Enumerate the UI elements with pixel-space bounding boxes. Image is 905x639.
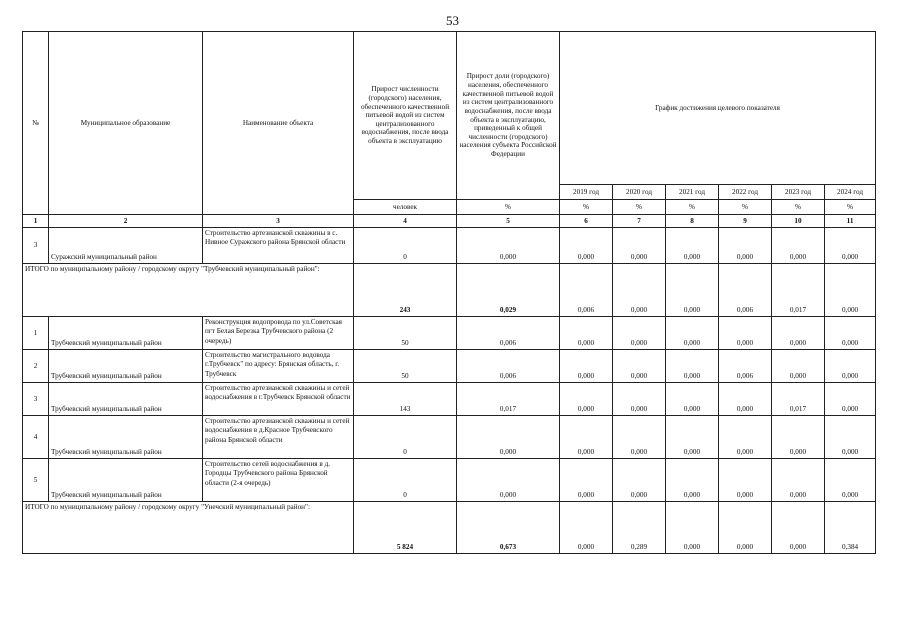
year-value: 0,000 — [613, 264, 666, 317]
column-number: 6 — [560, 215, 613, 228]
year-value: 0,000 — [825, 317, 876, 350]
year-value: 0,006 — [719, 264, 772, 317]
row-number: 4 — [23, 416, 49, 459]
object-name: Строительство артезианской скважины и сетей водоснабжения в г.Трубчевск Брянской области — [203, 383, 354, 416]
object-name: Строительство артезианской скважины в с. Нивное Суражского района Брянской области — [203, 228, 354, 264]
row-number: 3 — [23, 383, 49, 416]
year-value: 0,000 — [719, 317, 772, 350]
header-no: № — [23, 32, 49, 215]
row-number: 1 — [23, 317, 49, 350]
year-value: 0,000 — [560, 502, 613, 554]
municipality-name: Трубчевский муниципальный район — [49, 459, 203, 502]
year-value: 0,000 — [666, 502, 719, 554]
share-value: 0,000 — [457, 459, 560, 502]
municipality-name: Суражский муниципальный район — [49, 228, 203, 264]
column-number: 4 — [354, 215, 457, 228]
municipality-name: Трубчевский муниципальный район — [49, 383, 203, 416]
year-value: 0,000 — [825, 383, 876, 416]
people-count: 50 — [354, 350, 457, 383]
table-row — [23, 228, 876, 264]
unit-percent: % — [666, 200, 719, 215]
column-number: 5 — [457, 215, 560, 228]
header-row — [23, 32, 876, 185]
object-name: Реконструкция водопровода по ул.Советская пгт Белая Березка Трубчевского района (2 очередь) — [203, 317, 354, 350]
year-value: 0,000 — [772, 350, 825, 383]
year-value: 0,000 — [719, 416, 772, 459]
column-number: 1 — [23, 215, 49, 228]
row-number: 2 — [23, 350, 49, 383]
year-value: 0,000 — [666, 264, 719, 317]
year-value: 0,000 — [666, 459, 719, 502]
unit-percent: % — [719, 200, 772, 215]
row-number: 3 — [23, 228, 49, 264]
unit-percent: % — [613, 200, 666, 215]
year-value: 0,006 — [560, 264, 613, 317]
people-count: 0 — [354, 228, 457, 264]
year-value: 0,000 — [613, 350, 666, 383]
year-value: 0,000 — [772, 502, 825, 554]
year-value: 0,000 — [666, 228, 719, 264]
year-value: 0,000 — [560, 350, 613, 383]
table-row — [23, 317, 876, 350]
municipality-name: Трубчевский муниципальный район — [49, 416, 203, 459]
header-year: 2019 год — [560, 185, 613, 200]
year-value: 0,000 — [666, 350, 719, 383]
people-count: 5 824 — [354, 502, 457, 554]
year-value: 0,000 — [825, 228, 876, 264]
table-row — [23, 383, 876, 416]
column-number: 8 — [666, 215, 719, 228]
year-value: 0,000 — [560, 317, 613, 350]
column-number: 2 — [49, 215, 203, 228]
unit-percent: % — [457, 200, 560, 215]
header-object-name: Наименование объекта — [203, 32, 354, 215]
unit-percent: % — [772, 200, 825, 215]
total-label: ИТОГО по муниципальному району / городскому округу "Трубчевский муниципальный район": — [23, 264, 354, 317]
year-value: 0,017 — [772, 383, 825, 416]
object-name: Строительство магистрального водовода г.Трубчевск" по адресу: Брянская область, г. Трубчевск — [203, 350, 354, 383]
year-value: 0,000 — [666, 383, 719, 416]
header-year: 2020 год — [613, 185, 666, 200]
table-row — [23, 350, 876, 383]
total-label: ИТОГО по муниципальному району / городскому округу "Унечский муниципальный район": — [23, 502, 354, 554]
share-value: 0,673 — [457, 502, 560, 554]
year-value: 0,000 — [613, 416, 666, 459]
year-value: 0,000 — [719, 502, 772, 554]
column-numbers-row — [23, 215, 876, 228]
year-value: 0,289 — [613, 502, 666, 554]
year-value: 0,000 — [772, 228, 825, 264]
column-number: 7 — [613, 215, 666, 228]
table-row — [23, 416, 876, 459]
year-value: 0,000 — [719, 383, 772, 416]
header-municipality: Муниципальное образование — [49, 32, 203, 215]
column-number: 11 — [825, 215, 876, 228]
page-number: 53 — [446, 13, 459, 28]
year-value: 0,000 — [825, 350, 876, 383]
year-value: 0,017 — [772, 264, 825, 317]
column-number: 3 — [203, 215, 354, 228]
share-value: 0,029 — [457, 264, 560, 317]
year-value: 0,000 — [560, 459, 613, 502]
object-name: Строительство артезианской скважины и сетей водоснабжения в д.Красное Трубчевского района Брянской области — [203, 416, 354, 459]
people-count: 243 — [354, 264, 457, 317]
year-value: 0,000 — [613, 383, 666, 416]
year-value: 0,000 — [772, 459, 825, 502]
unit-people: человек — [354, 200, 457, 215]
year-value: 0,384 — [825, 502, 876, 554]
row-number: 5 — [23, 459, 49, 502]
people-count: 143 — [354, 383, 457, 416]
share-value: 0,006 — [457, 317, 560, 350]
header-schedule: График достижения целевого показателя — [560, 32, 876, 185]
year-value: 0,000 — [613, 459, 666, 502]
header-year: 2021 год — [666, 185, 719, 200]
people-count: 0 — [354, 416, 457, 459]
share-value: 0,017 — [457, 383, 560, 416]
header-year: 2024 год — [825, 185, 876, 200]
unit-percent: % — [560, 200, 613, 215]
year-value: 0,000 — [825, 459, 876, 502]
indicator-table — [22, 31, 876, 554]
unit-percent: % — [825, 200, 876, 215]
header-year: 2023 год — [772, 185, 825, 200]
year-value: 0,000 — [772, 317, 825, 350]
header-share-growth: Прирост доли (городского) населения, обеспеченного качественной питьевой водой из систем централизованного водоснабжения, после ввода объекта в эксплуатацию, приведенный к общей численности (городского) населения субъекта Российской Федерации — [457, 32, 560, 200]
year-value: 0,000 — [772, 416, 825, 459]
column-number: 9 — [719, 215, 772, 228]
year-value: 0,000 — [560, 228, 613, 264]
header-year: 2022 год — [719, 185, 772, 200]
table-row — [23, 459, 876, 502]
total-row — [23, 502, 876, 554]
year-value: 0,000 — [825, 264, 876, 317]
year-value: 0,000 — [719, 228, 772, 264]
municipality-name: Трубчевский муниципальный район — [49, 350, 203, 383]
object-name: Строительство сетей водоснабжения в д. Городцы Трубчевского района Брянской области (2-я очередь) — [203, 459, 354, 502]
year-value: 0,000 — [560, 383, 613, 416]
people-count: 50 — [354, 317, 457, 350]
column-number: 10 — [772, 215, 825, 228]
year-value: 0,006 — [719, 350, 772, 383]
year-value: 0,000 — [613, 228, 666, 264]
year-value: 0,000 — [560, 416, 613, 459]
year-value: 0,000 — [719, 459, 772, 502]
year-value: 0,000 — [666, 416, 719, 459]
share-value: 0,000 — [457, 228, 560, 264]
total-row — [23, 264, 876, 317]
header-population-growth: Прирост численности (городского) населения, обеспеченного качественной питьевой водой из систем централизованного водоснабжения, после ввода объекта в эксплуатацию — [354, 32, 457, 200]
share-value: 0,006 — [457, 350, 560, 383]
people-count: 0 — [354, 459, 457, 502]
year-value: 0,000 — [825, 416, 876, 459]
share-value: 0,000 — [457, 416, 560, 459]
year-value: 0,000 — [666, 317, 719, 350]
municipality-name: Трубчевский муниципальный район — [49, 317, 203, 350]
year-value: 0,000 — [613, 317, 666, 350]
